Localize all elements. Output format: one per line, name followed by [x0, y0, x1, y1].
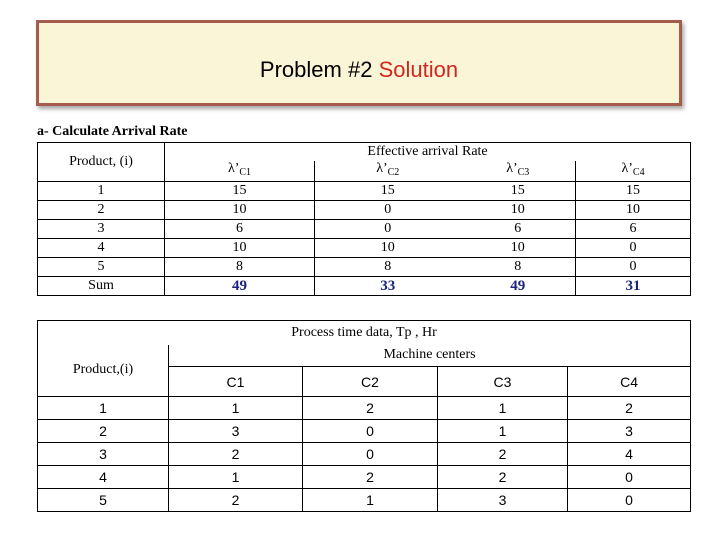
lambda-c1-header: $\lambda’_{C1}$: [165, 161, 315, 182]
time-cell: 3: [568, 420, 691, 443]
table-row: [38, 201, 691, 220]
time-cell: 1: [438, 397, 568, 420]
sum-cell: 33: [315, 277, 461, 296]
machine-header-c3: C3: [438, 367, 568, 397]
time-cell: 1: [438, 420, 568, 443]
time-cell: 1: [303, 489, 438, 512]
time-cell: 1: [169, 397, 303, 420]
table-row: [38, 466, 691, 489]
rate-cell: 0: [315, 220, 461, 239]
table-row: [38, 258, 691, 277]
product-cell: 1: [38, 182, 165, 201]
rate-cell: 10: [165, 201, 315, 220]
product-cell: 3: [38, 443, 169, 466]
table-row: [38, 239, 691, 258]
rate-cell: 10: [461, 239, 576, 258]
time-cell: 4: [568, 443, 691, 466]
time-cell: 0: [568, 489, 691, 512]
page-title: [39, 57, 679, 83]
title-main: Problem #2: [259, 57, 373, 82]
product-header: Product,(i): [38, 345, 169, 397]
time-cell: 2: [303, 397, 438, 420]
rate-cell: 15: [461, 182, 576, 201]
rate-cell: 8: [461, 258, 576, 277]
product-cell: 1: [38, 397, 169, 420]
time-cell: 2: [438, 443, 568, 466]
rate-cell: 6: [576, 220, 691, 239]
rate-cell: 15: [576, 182, 691, 201]
title-accent: Solution: [378, 57, 459, 82]
time-cell: 2: [169, 489, 303, 512]
lambda-c3-header: $\lambda’_{C3}$: [461, 161, 576, 182]
rate-cell: 0: [576, 239, 691, 258]
rate-cell: 15: [315, 182, 461, 201]
product-cell: 2: [38, 201, 165, 220]
time-cell: 2: [303, 466, 438, 489]
product-cell: 2: [38, 420, 169, 443]
lambda-c2-header: $\lambda’_{C2}$: [315, 161, 461, 182]
rate-cell: 15: [165, 182, 315, 201]
table-row: [38, 443, 691, 466]
rate-cell: 8: [315, 258, 461, 277]
sum-cell: 31: [576, 277, 691, 296]
rate-cell: 10: [315, 239, 461, 258]
time-cell: 2: [438, 466, 568, 489]
time-cell: 2: [169, 443, 303, 466]
table-row: [38, 220, 691, 239]
sum-label: Sum: [88, 278, 114, 293]
rate-cell: 6: [165, 220, 315, 239]
machine-header-c1: C1: [169, 367, 303, 397]
time-cell: 0: [303, 443, 438, 466]
process-time-table: [37, 320, 691, 512]
sum-cell: 49: [165, 277, 315, 296]
sum-cell: 49: [510, 278, 526, 294]
process-table-title: Process time data, Tp , Hr: [38, 321, 691, 345]
time-cell: 0: [303, 420, 438, 443]
table-row: [38, 489, 691, 512]
time-cell: 3: [169, 420, 303, 443]
table-row: [38, 182, 691, 201]
effective-arrival-header: Effective arrival Rate: [165, 143, 691, 162]
time-cell: 2: [568, 397, 691, 420]
product-cell: 4: [38, 239, 165, 258]
rate-cell: 8: [165, 258, 315, 277]
table-row: [38, 420, 691, 443]
product-cell: 3: [38, 220, 165, 239]
machine-centers-header: Machine centers: [169, 345, 691, 367]
time-cell: 3: [438, 489, 568, 512]
machine-header-c4: C4: [568, 367, 691, 397]
rate-cell: 10: [461, 201, 576, 220]
title-box: [36, 20, 682, 106]
product-header: Product, (i): [38, 143, 165, 182]
rate-cell: 0: [576, 258, 691, 277]
table-row: [38, 397, 691, 420]
product-cell: 5: [38, 258, 165, 277]
time-cell: 0: [568, 466, 691, 489]
sum-row: [38, 277, 691, 296]
rate-cell: 10: [576, 201, 691, 220]
time-cell: 1: [169, 466, 303, 489]
product-cell: 5: [38, 489, 169, 512]
rate-cell: 6: [461, 220, 576, 239]
rate-cell: 0: [315, 201, 461, 220]
rate-cell: 10: [165, 239, 315, 258]
arrival-rate-table: [37, 142, 691, 296]
lambda-c4-header: $\lambda’_{C4}$: [576, 161, 691, 182]
machine-header-c2: C2: [303, 367, 438, 397]
product-cell: 4: [38, 466, 169, 489]
section-a-label: a- Calculate Arrival Rate: [37, 124, 188, 139]
